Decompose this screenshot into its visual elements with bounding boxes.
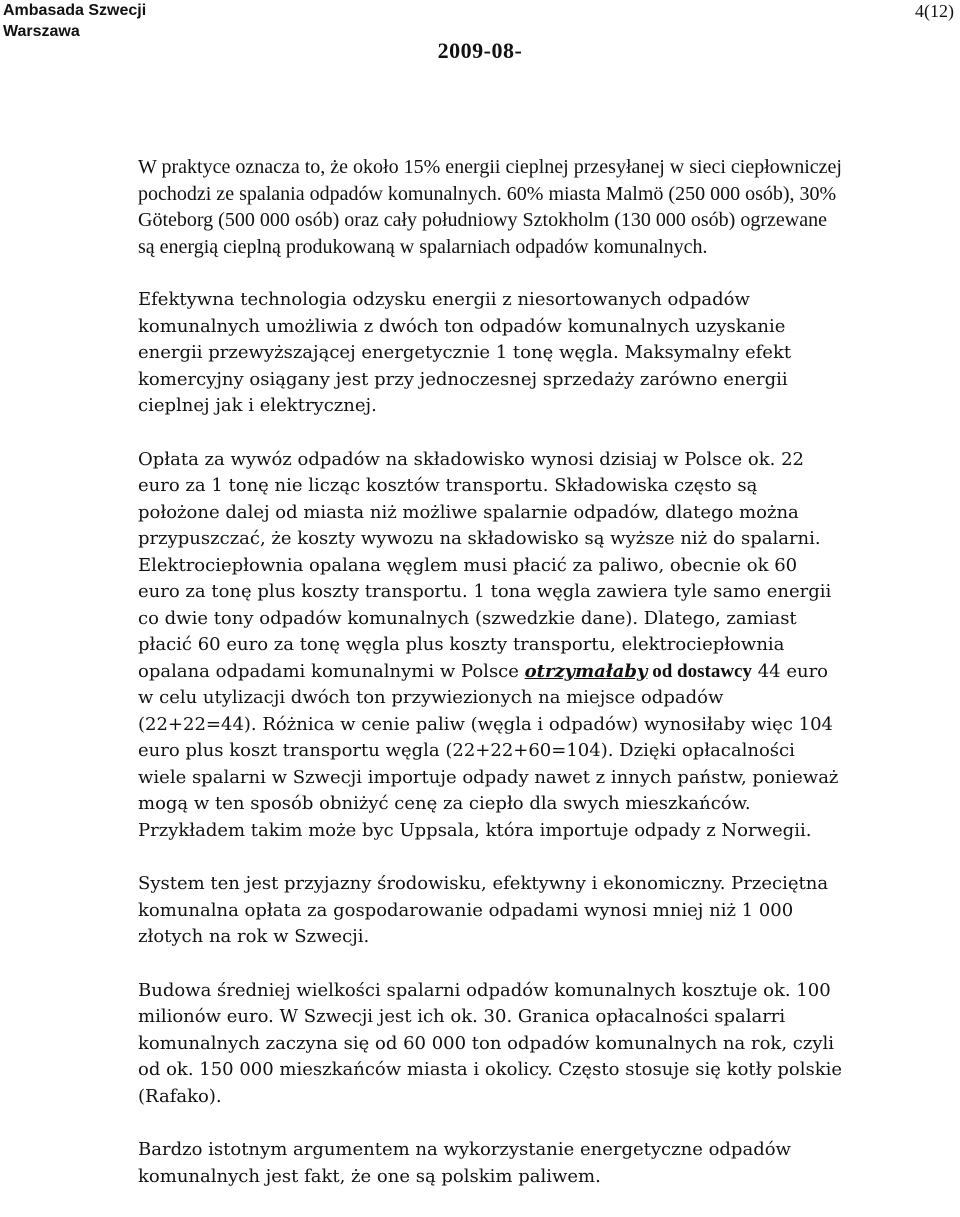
embassy-city: Warszawa xyxy=(3,23,80,40)
sender-block xyxy=(3,0,146,42)
page-header xyxy=(0,0,960,63)
landfill-text-start: Opłata za wywóz odpadów na składowisko wynosi dzisiaj w Polsce ok. 22 euro za 1 tonę nie licząc kosztów transportu. Składowiska często są położone dalej od miasta niż możliwe spalarnie odpadów, dlatego można przypuszczać, że koszty wywozu na składowisko są wyższe niż do spalarni. Elektrociepłownia opalana węglem musi płacić za paliwo, obecnie ok 60 euro za tonę plus koszty transportu. 1 tona węgla zawiera tyle samo energii co dwie tony odpadów komunalnych (szwedzkie dane). Dlatego, zamiast płacić 60 euro za tonę węgla plus koszty transportu, elektrociepłownia opalana odpadami komunalnymi w Polsce xyxy=(138,448,832,682)
document-body xyxy=(138,154,843,1217)
paragraph-system-summary: System ten jest przyjazny środowisku, efektywny i ekonomiczny. Przeciętna komunalna opłata za gospodarowanie odpadami wynosi mniej niż 1 000 złotych na rok w Szwecji. xyxy=(138,873,829,947)
paragraph-argument: Bardzo istotnym argumentem na wykorzystanie energetyczne odpadów komunalnych jest fakt, że one są polskim paliwem. xyxy=(138,1139,791,1187)
landfill-text-end: 44 euro w celu utylizacji dwóch ton przywiezionych na miejsce odpadów (22+22=44). Różnica w cenie paliw (węgla i odpadów) wynosiłaby więc 104 euro plus koszt transportu węgla (22+22+60=104). Dzięki opłacalności wiele spalarni w Szwecji importuje odpady nawet z innych państw, ponieważ mogą w ten sposób obniżyć cenę za ciepło dla swych mieszkańców. Przykładem takim może byc Uppsala, która importuje odpady z Norwegii. xyxy=(138,660,839,841)
emphasized-phrase: od dostawcy xyxy=(647,660,752,682)
paragraph-landfill-costs xyxy=(138,447,843,845)
paragraph-energy-recovery: Efektywna technologia odzysku energii z niesortowanych odpadów komunalnych umożliwia z dwóch ton odpadów komunalnych uzyskanie energii przewyższającej energetycznie 1 tonę węgla. Maksymalny efekt komercyjny osiągany jest przy jednoczesnej sprzedaży zarówno energii cieplnej jak i elektrycznej. xyxy=(138,289,792,416)
page-number: 4(12) xyxy=(915,1,954,21)
embassy-name: Ambasada Szwecji xyxy=(3,2,147,19)
paragraph-plant-costs: Budowa średniej wielkości spalarni odpadów komunalnych kosztuje ok. 100 milionów euro. W Szwecji jest ich ok. 30. Granica opłacalności spalarri komunalnych zaczyna się od 60 000 ton odpadów komunalnych na rok, czyli od ok. 150 000 mieszkańców miasta i okolicy. Często stosuje się kotły polskie (Rafako). xyxy=(138,979,843,1107)
document-date: 2009-08- xyxy=(437,38,523,63)
emphasized-word: otrzymałaby xyxy=(524,660,648,682)
paragraph-district-heating: W praktyce oznacza to, że około 15% energii cieplnej przesyłanej w sieci ciepłowniczej pochodzi ze spalania odpadów komunalnych. 60% miasta Malmö (250 000 osób), 30% Göteborg (500 000 osób) oraz cały południowy Sztokholm (130 000 osób) ogrzewane są energią cieplną produkowaną w spalarniach odpadów komunalnych. xyxy=(138,156,842,258)
